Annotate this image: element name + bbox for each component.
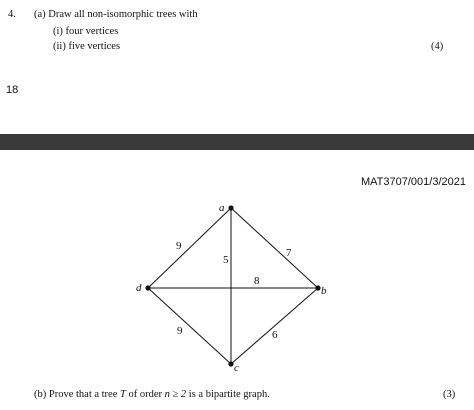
weight-d-b: 8 bbox=[254, 275, 260, 287]
weight-a-d: 9 bbox=[176, 240, 182, 252]
edge-a-b bbox=[231, 208, 318, 288]
weight-c-b: 6 bbox=[272, 329, 278, 341]
graph-edges bbox=[148, 208, 318, 364]
question-part-b bbox=[34, 389, 270, 401]
upper-page bbox=[0, 0, 474, 136]
part-b-middle: of order bbox=[125, 389, 165, 400]
vertex-label-d: d bbox=[136, 282, 142, 294]
part-b-suffix: is a bipartite graph. bbox=[186, 389, 270, 400]
vertex-label-c: c bbox=[234, 362, 239, 374]
part-b-expression: n ≥ 2 bbox=[164, 389, 187, 400]
question-item-ii: (ii) five vertices bbox=[53, 41, 121, 52]
edge-c-b bbox=[231, 288, 318, 364]
vertex-d bbox=[145, 285, 150, 290]
weight-a-b: 7 bbox=[286, 247, 292, 259]
marks-part-a: (4) bbox=[431, 41, 444, 52]
marks-part-b: (3) bbox=[443, 389, 456, 400]
question-number: 4. bbox=[8, 9, 16, 20]
edge-d-c bbox=[148, 288, 231, 364]
weight-a-c: 5 bbox=[223, 254, 229, 266]
vertex-label-a: a bbox=[219, 202, 225, 214]
page-number: 18 bbox=[6, 84, 19, 96]
vertex-a bbox=[228, 205, 233, 210]
vertex-c bbox=[228, 361, 233, 366]
part-b-prefix: (b) Prove that a tree bbox=[34, 389, 121, 400]
question-part-a: (a) Draw all non-isomorphic trees with bbox=[34, 9, 198, 20]
page-separator bbox=[0, 134, 474, 150]
edge-a-d bbox=[148, 208, 231, 288]
question-item-i: (i) four vertices bbox=[53, 26, 119, 37]
part-b-var-t: T bbox=[120, 389, 126, 400]
document-code: MAT3707/001/3/2021 bbox=[361, 176, 466, 188]
weight-d-c: 9 bbox=[177, 325, 183, 337]
weighted-graph bbox=[130, 196, 340, 376]
vertex-b bbox=[315, 285, 320, 290]
graph-vertices bbox=[145, 205, 320, 366]
vertex-label-b: b bbox=[321, 285, 327, 297]
